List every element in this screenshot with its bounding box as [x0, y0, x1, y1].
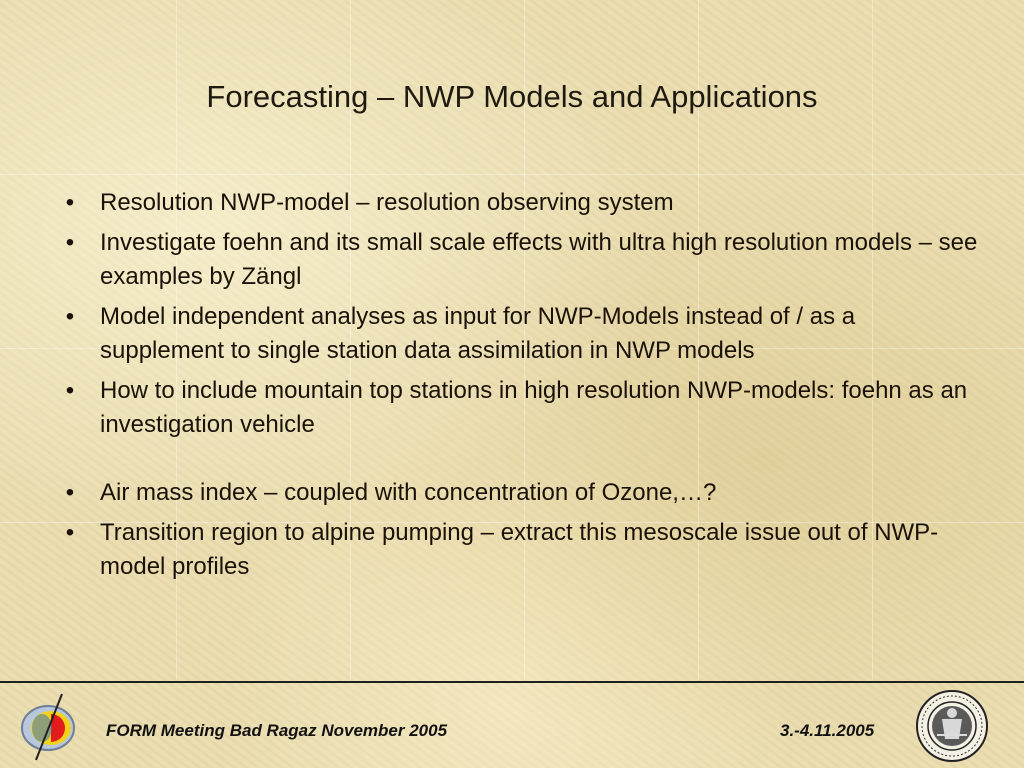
bullet-item: • Air mass index – coupled with concentration of Ozone,…? — [65, 479, 717, 506]
footer-divider — [0, 681, 1024, 683]
bullet-item: • How to include mountain top stations in high resolution NWP-models: foehn as an investigation vehicle — [65, 377, 968, 438]
footer-event-name: FORM Meeting Bad Ragaz November 2005 — [106, 721, 448, 740]
form-logo-icon — [18, 692, 82, 762]
bullet-item: • Transition region to alpine pumping – extract this mesoscale issue out of NWP-model profiles — [65, 519, 939, 580]
bullet-list — [60, 186, 980, 590]
slide-title: Forecasting – NWP Models and Applications — [206, 79, 818, 114]
bullet-item: • Resolution NWP-model – resolution observing system — [65, 189, 674, 216]
bullet-item: • Investigate foehn and its small scale effects with ultra high resolution models – see examples by Zängl — [65, 229, 978, 290]
university-seal-icon — [915, 689, 989, 763]
bullet-item: • Model independent analyses as input for NWP-Models instead of / as a supplement to single station data assimilation in NWP models — [65, 303, 856, 364]
footer-date: 3.-4.11.2005 — [780, 721, 875, 740]
